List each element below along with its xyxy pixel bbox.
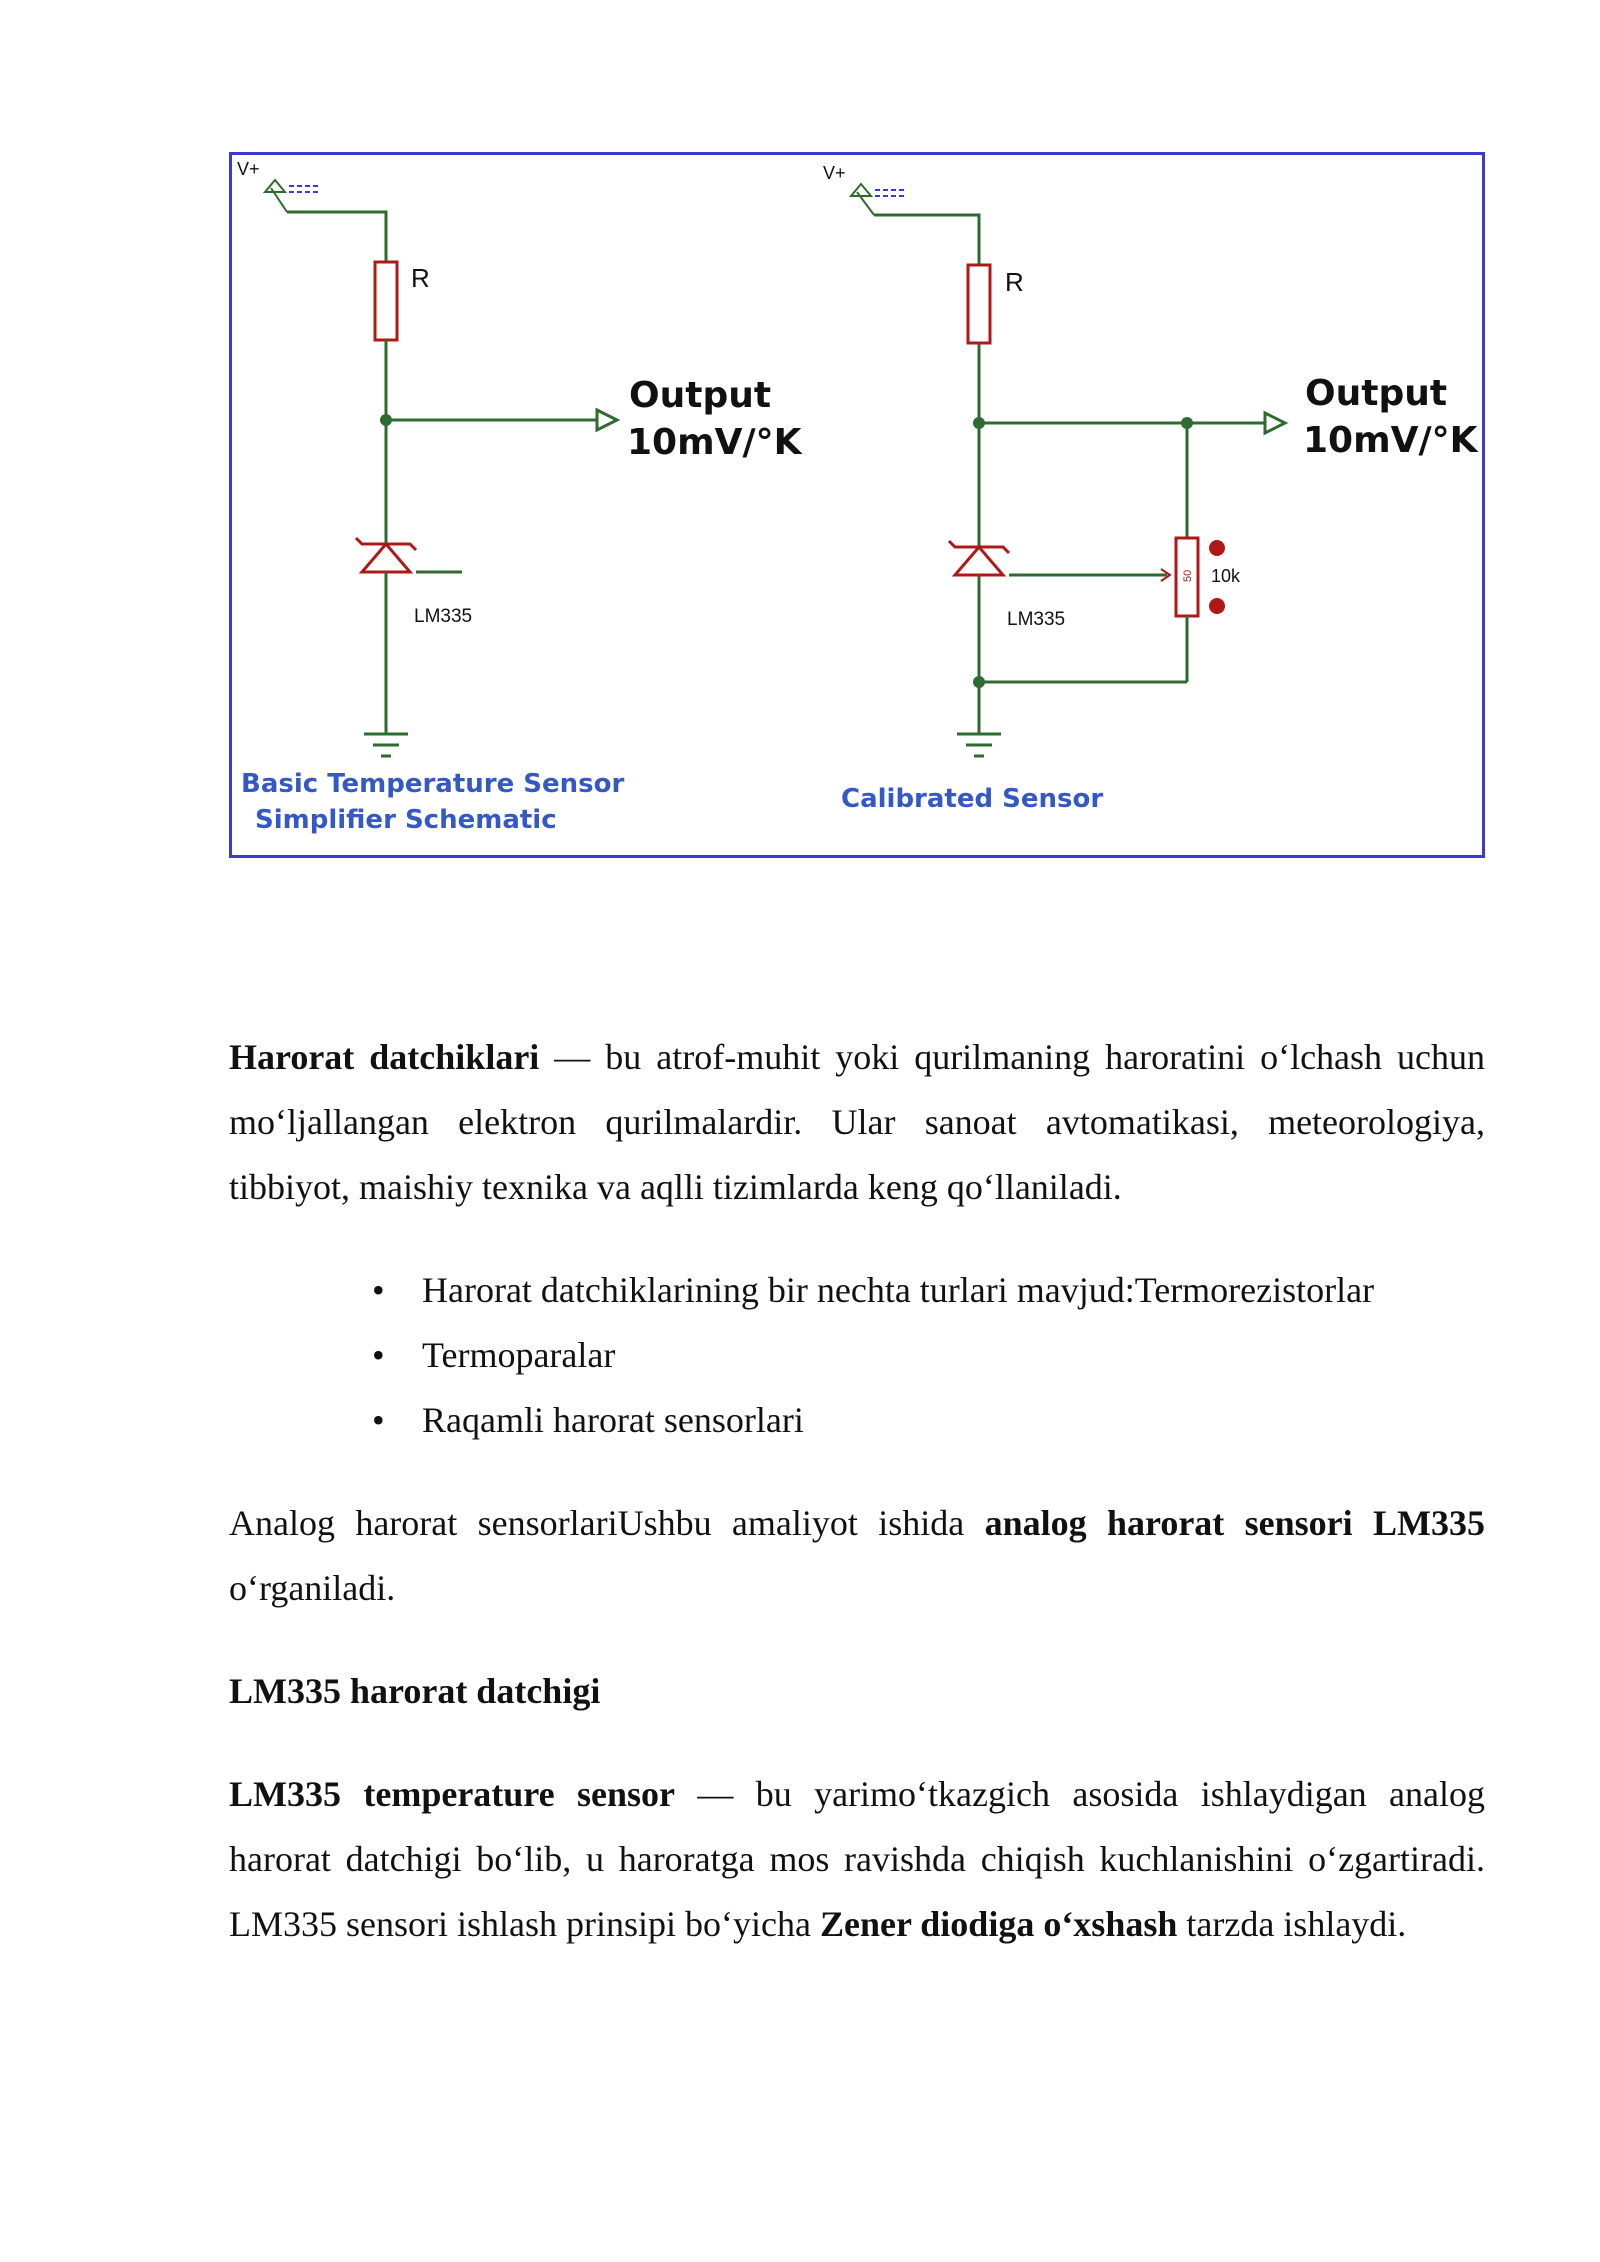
resistor-r (375, 262, 397, 340)
section-heading: LM335 harorat datchigi (229, 1671, 601, 1711)
pot-terminal-icon (1209, 598, 1225, 614)
pot-value: 10k (1211, 566, 1241, 586)
output-title: Output (1305, 373, 1448, 414)
bullet-icon: • (372, 1270, 385, 1310)
lm335-term: LM335 temperature sensor (229, 1774, 675, 1814)
lm335-text-1: — bu yarimo‘tkazgich asosida ishlaydigan analog harorat datchigi bo‘lib, u haroratga mos ravishda chiqish kuchlanishini o‘zgartiradi. LM335 sensori ishlash prinsipi bo‘yicha (229, 1774, 1485, 1944)
analog-paragraph (229, 1491, 1485, 1621)
figure-border (231, 154, 1484, 857)
circuit-schematics (229, 152, 1485, 858)
analog-text: Analog harorat sensorlariUshbu amaliyot ishida (229, 1503, 985, 1543)
circuit-figure (229, 152, 1485, 858)
intro-text: — bu atrof-muhit yoki qurilmaning haroratini o‘lchash uchun mo‘ljallangan elektron qurilmalardir. Ular sanoat avtomatikasi, meteorologiya, tibbiyot, maishiy texnika va aqlli tizimlarda keng qo‘llaniladi. (229, 1037, 1486, 1207)
list-item (372, 1388, 1485, 1453)
document-body (229, 1025, 1485, 1957)
bullet-icon: • (372, 1400, 385, 1440)
caption-line-2: Simplifier Schematic (255, 805, 557, 835)
list-item-text: Termoparalar (422, 1335, 616, 1375)
pot-terminal-icon (1209, 540, 1225, 556)
resistor-label: R (1005, 267, 1024, 297)
resistor-r (968, 265, 990, 343)
lm335-text-2: tarzda ishlaydi. (1177, 1904, 1407, 1944)
ic-label: LM335 (1007, 609, 1066, 630)
sensor-types-list (229, 1258, 1485, 1453)
list-item (372, 1323, 1485, 1388)
list-item-text: Harorat datchiklarining bir nechta turlari mavjud:Termorezistorlar (422, 1270, 1375, 1310)
ic-label: LM335 (414, 606, 473, 627)
resistor-label: R (411, 263, 430, 293)
caption: Calibrated Sensor (841, 784, 1104, 814)
caption-line-1: Basic Temperature Sensor (241, 769, 625, 799)
list-item (372, 1258, 1485, 1323)
bullet-icon: • (372, 1335, 385, 1375)
list-item-text: Raqamli harorat sensorlari (422, 1400, 804, 1440)
supply-label: V+ (823, 163, 846, 183)
output-title: Output (629, 375, 772, 416)
intro-paragraph (229, 1025, 1485, 1220)
supply-label: V+ (237, 159, 260, 179)
lm335-bold: Zener diodiga o‘xshash (819, 1904, 1178, 1944)
lm335-paragraph (229, 1762, 1485, 1957)
analog-tail: o‘rganiladi. (229, 1568, 396, 1608)
pot-inner-label-icon: 50 (1182, 569, 1194, 582)
intro-term: Harorat datchiklari (229, 1037, 540, 1077)
output-scale: 10mV/°K (627, 422, 802, 463)
output-scale: 10mV/°K (1303, 420, 1478, 461)
analog-bold: analog harorat sensori LM335 (984, 1503, 1485, 1543)
